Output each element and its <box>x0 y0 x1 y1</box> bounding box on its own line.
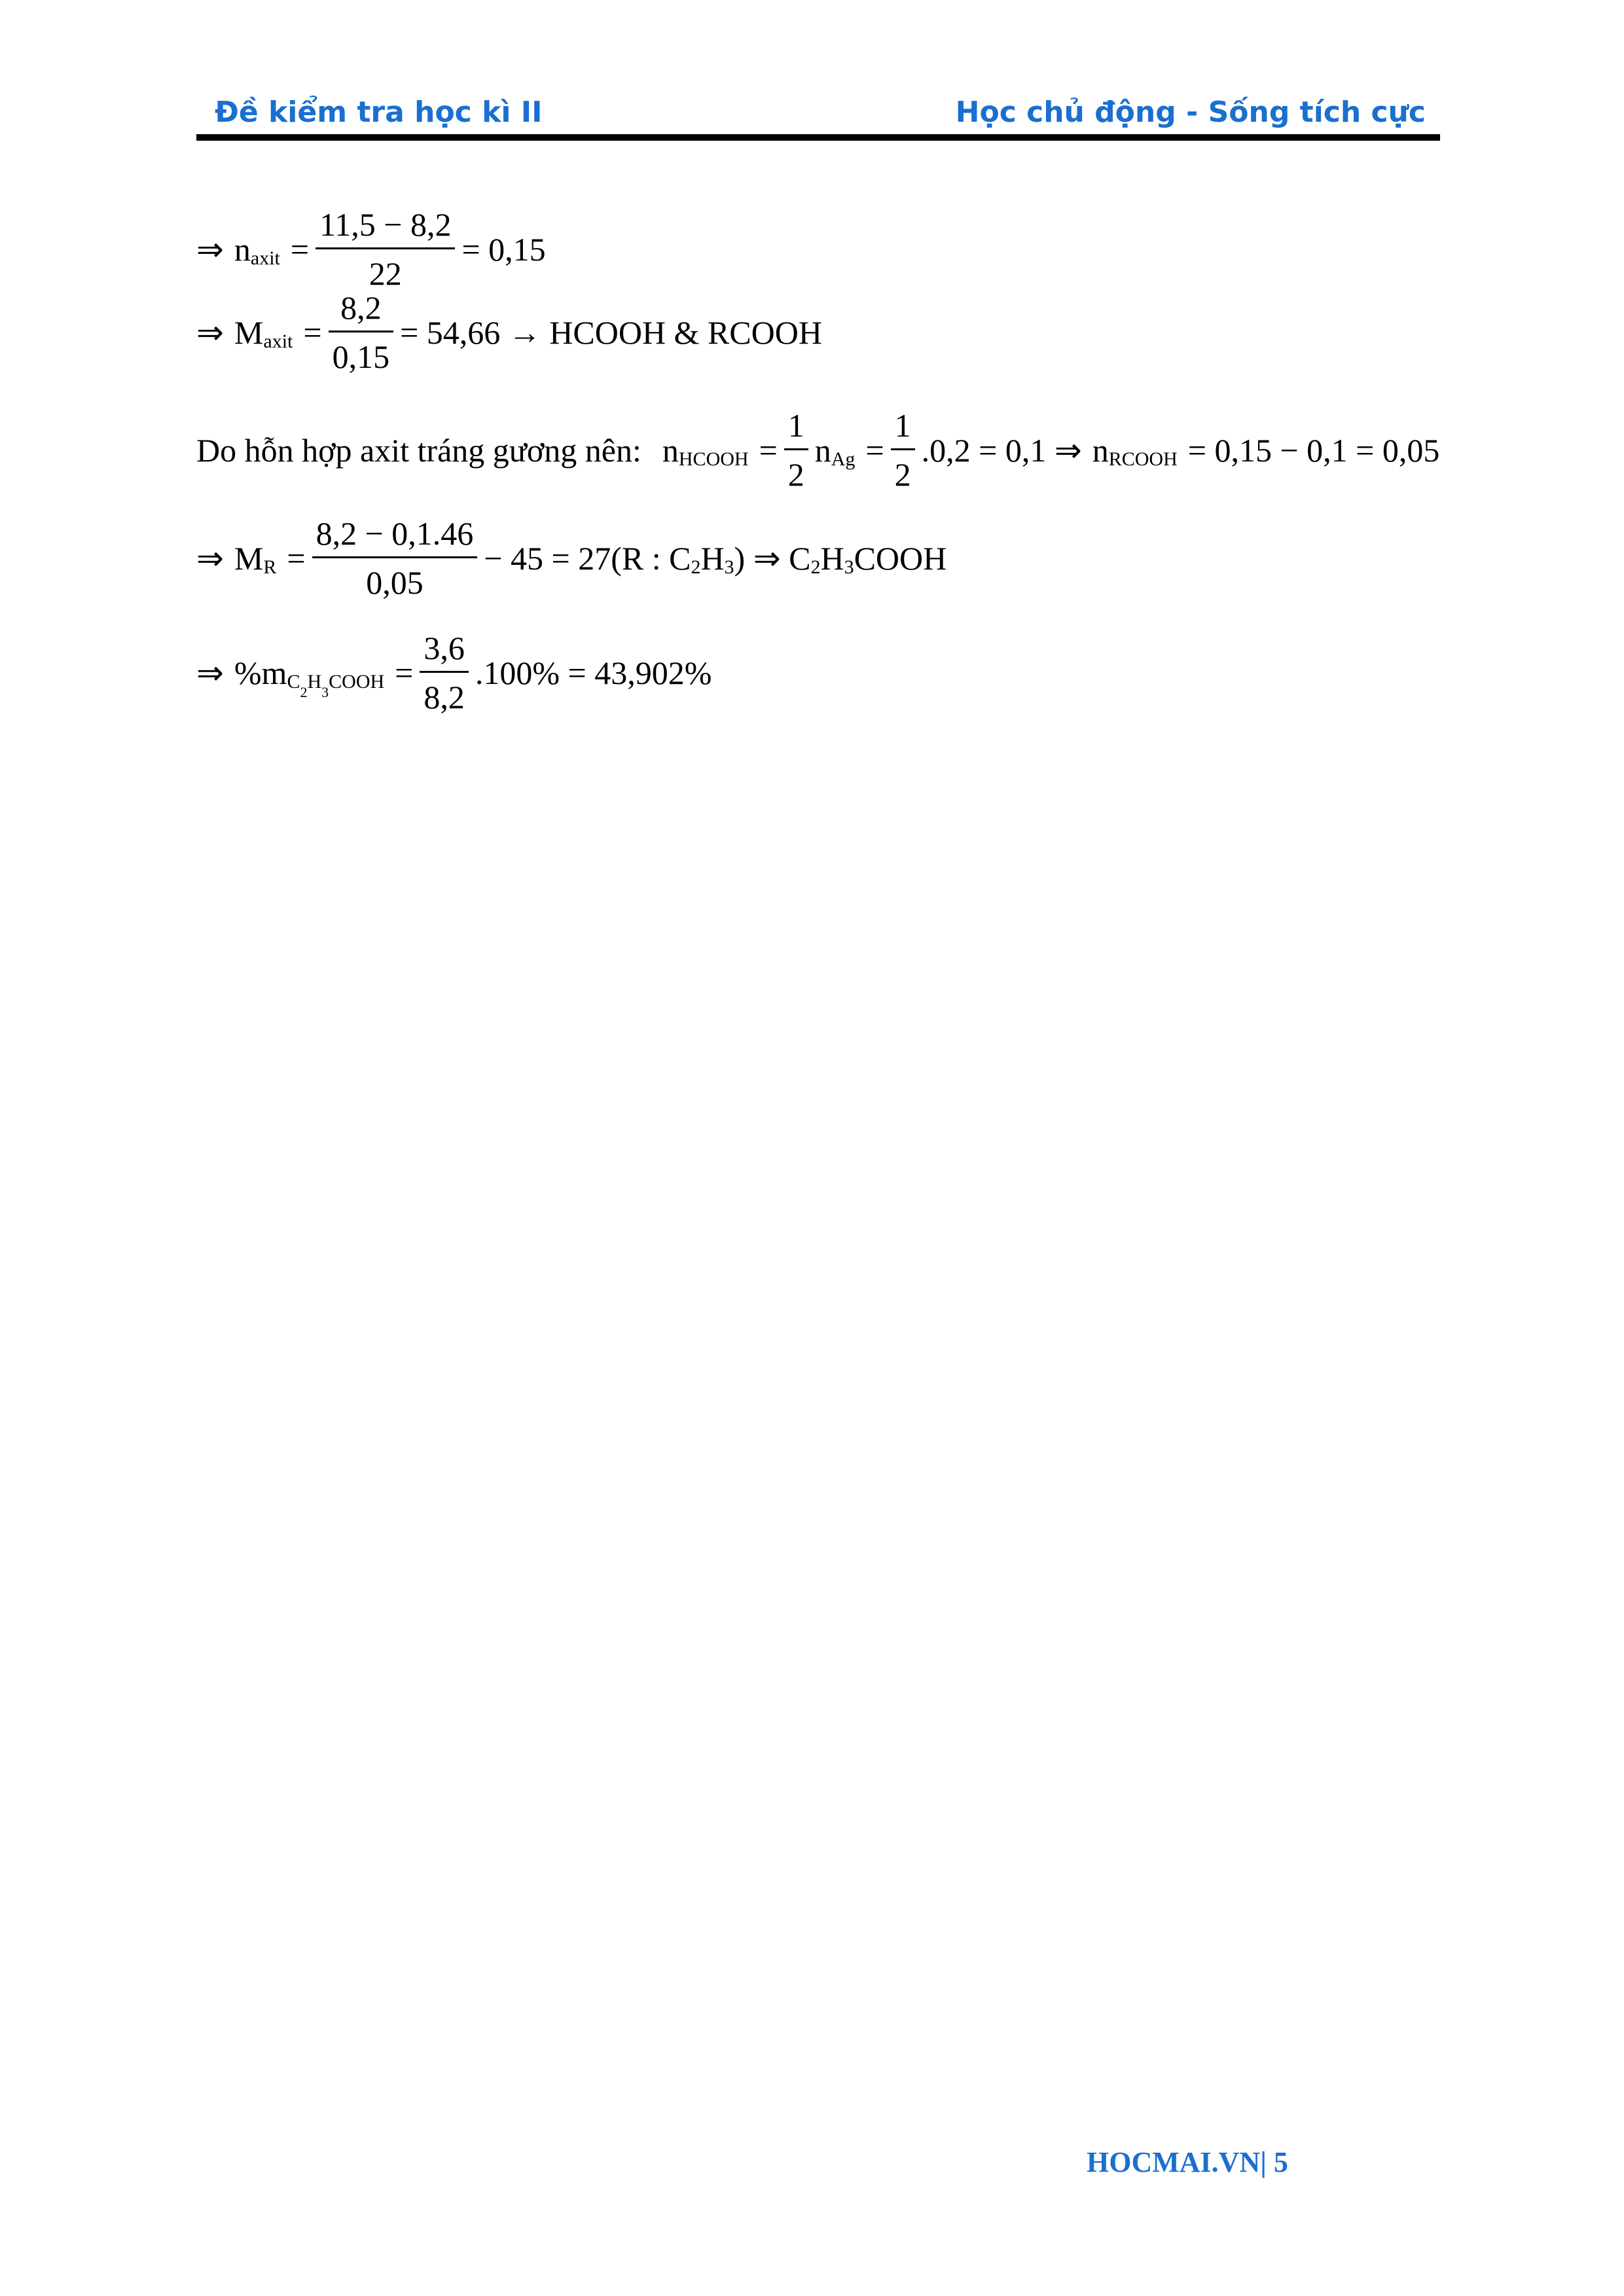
variable: M <box>234 314 264 351</box>
equals-sign: = <box>865 431 884 469</box>
variable: n <box>662 431 679 469</box>
fraction <box>420 632 469 713</box>
denominator: 2 <box>894 456 911 493</box>
sub-subscript: 3 <box>321 683 329 700</box>
implies-symbol: ⇒ <box>196 230 224 268</box>
denominator: 22 <box>369 255 402 292</box>
variable: n <box>234 230 251 268</box>
fraction <box>316 208 455 290</box>
result-part: H <box>700 539 725 577</box>
subscript: 3 <box>844 556 854 578</box>
variable: n <box>1092 431 1109 469</box>
denominator: 8,2 <box>424 679 465 715</box>
result: = 0,15 <box>461 230 546 268</box>
implies-symbol: ⇒ <box>196 654 224 691</box>
equation-n-axit <box>196 208 546 290</box>
equals-sign: = <box>395 654 414 691</box>
numerator: 1 <box>894 407 911 444</box>
numerator: 1 <box>787 407 804 444</box>
subscript: 3 <box>724 556 734 578</box>
fraction <box>312 517 478 599</box>
denominator: 0,05 <box>366 564 424 601</box>
subscript: C <box>287 670 300 692</box>
subscript: 2 <box>810 556 821 578</box>
subscript: HCOOH <box>678 448 749 470</box>
subscript: Ag <box>831 448 856 470</box>
variable: n <box>814 431 831 469</box>
implies-symbol: ⇒ <box>196 539 224 577</box>
subscript: RCOOH <box>1108 448 1178 470</box>
result-part: − 45 = 27(R : C <box>484 539 691 577</box>
intermediate-result: .0,2 = 0,1 ⇒ <box>921 431 1082 469</box>
variable: %m <box>234 654 287 691</box>
header-left-title: Đề kiểm tra học kì II <box>215 96 543 129</box>
header-divider <box>196 134 1440 141</box>
sub-subscript: 2 <box>300 683 308 700</box>
denominator: 0,15 <box>332 338 390 375</box>
equation-m-r <box>196 517 947 599</box>
result-part: H <box>820 539 844 577</box>
subscript: R <box>263 556 277 578</box>
subscript: 2 <box>691 556 701 578</box>
equation-silver-mirror <box>196 409 1439 491</box>
numerator: 8,2 <box>340 289 382 326</box>
page-footer: HOCMAI.VN| 5 <box>1087 2146 1288 2178</box>
equals-sign: = <box>290 230 310 268</box>
result: = 0,15 − 0,1 = 0,05 <box>1187 431 1440 469</box>
explanation-text: Do hỗn hợp axit tráng gương nên: <box>196 431 641 469</box>
equals-sign: = <box>303 314 322 351</box>
result: .100% = 43,902% <box>475 654 712 691</box>
implies-symbol: ⇒ <box>196 314 224 351</box>
equation-m-axit <box>196 291 822 373</box>
fraction <box>891 409 915 491</box>
fraction <box>329 291 394 373</box>
result-part: ) ⇒ C <box>734 539 811 577</box>
page-header <box>196 90 1440 136</box>
numerator: 11,5 − 8,2 <box>319 206 452 243</box>
subscript: axit <box>250 247 280 269</box>
numerator: 3,6 <box>424 630 465 666</box>
equals-sign: = <box>287 539 306 577</box>
header-right-slogan: Học chủ động - Sống tích cực <box>955 96 1426 129</box>
fraction <box>784 409 808 491</box>
result-part: COOH <box>854 539 947 577</box>
subscript: H <box>307 670 322 692</box>
variable: M <box>234 539 264 577</box>
subscript: axit <box>263 330 293 352</box>
result: = 54,66 → HCOOH & RCOOH <box>400 314 822 351</box>
equals-sign: = <box>759 431 778 469</box>
numerator: 8,2 − 0,1.46 <box>316 515 474 552</box>
subscript: COOH <box>329 670 385 692</box>
equation-percent-mass <box>196 632 712 713</box>
denominator: 2 <box>787 456 804 493</box>
